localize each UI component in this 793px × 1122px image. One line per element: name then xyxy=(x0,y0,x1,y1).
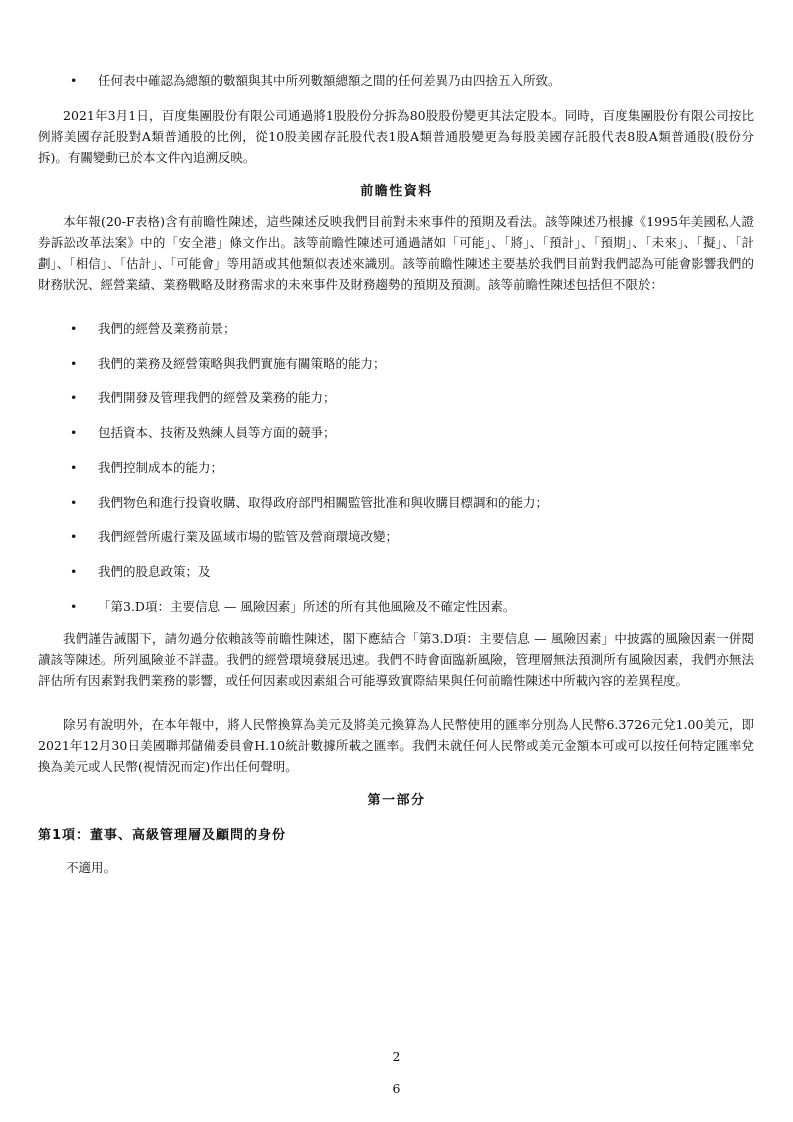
paragraph-forward-looking: 本年報(20-F表格)含有前瞻性陳述，這些陳述反映我們目前對未來事件的預期及看法。該等陳述乃根據《1995年美國私人證券訴訟改革法案》中的「安全港」條文作出。該等前瞻性陳述可通過諸如「可能」、「將」、「預計」、「預期」、「未來」、「擬」、「計劃」、「相信」、「估計」、「可能會」等用語或其他類似表述來識別。該等前瞻性陳述主要基於我們目前對我們認為可能會影響我們的財務狀況、經營業績、業務戰略及財務需求的未來事件及財務趨勢的預期及預測。該等前瞻性陳述包括但不限於： xyxy=(38,214,754,292)
not-applicable-text: 不適用。 xyxy=(66,860,117,875)
bullet-text: 我們的股息政策；及 xyxy=(98,564,211,579)
paragraph-caution: 我們謹告誡閣下，請勿過分依賴該等前瞻性陳述，閣下應結合「第3.D項：主要信息 — 風險因素」中披露的風險因素一併閱讀該等陳述。所列風險並不詳盡。我們的經營環境發展迅速。我們不時會面臨新風險，管理層無法預測所有風險因素，我們亦無法評估所有因素對我們業務的影響，或任何因素或因素組合可能導致實際結果與任何前瞻性陳述中所載內容的差異程度。 xyxy=(38,631,754,688)
bullet-text: 任何表中確認為總額的數額與其中所列數額總額之間的任何差異乃由四捨五入所致。 xyxy=(98,73,561,88)
bullet-icon: • xyxy=(70,390,78,405)
bullet-icon: • xyxy=(70,460,78,475)
bullet-text: 我們的經營及業務前景； xyxy=(98,321,236,336)
bullet-text: 我們經營所處行業及區域市場的監管及營商環境改變； xyxy=(98,529,399,544)
page-number-secondary: 6 xyxy=(392,1081,401,1096)
page-number: 2 xyxy=(392,1049,401,1064)
bullet-text: 「第3.D項：主要信息 — 風險因素」所述的所有其他風險及不確定性因素。 xyxy=(98,599,516,614)
part-heading: 第一部分 xyxy=(367,793,426,808)
bullet-icon: • xyxy=(70,73,78,88)
bullet-text: 我們控制成本的能力； xyxy=(98,460,224,475)
bullet-text: 我們開發及管理我們的經營及業務的能力； xyxy=(98,390,336,405)
bullet-icon: • xyxy=(70,599,78,614)
section-heading-forward-looking: 前瞻性資料 xyxy=(360,184,433,199)
bullet-icon: • xyxy=(70,495,78,510)
bullet-icon: • xyxy=(70,321,78,336)
bullet-icon: • xyxy=(70,356,78,371)
bullet-icon: • xyxy=(70,529,78,544)
item-heading: 第1項：董事、高級管理層及顧問的身份 xyxy=(38,828,287,843)
paragraph-share-split: 2021年3月1日，百度集團股份有限公司通過將1股股份分拆為80股股份變更其法定股本。同時，百度集團股份有限公司按比例將美國存託股對A類普通股的比例，從10股美國存託股代表1股A類普通股變更為每股美國存託股代表8股A類普通股(股份分拆)。有關變動已於本文件內追溯反映。 xyxy=(38,108,754,165)
bullet-text: 我們的業務及經營策略與我們實施有關策略的能力； xyxy=(98,356,386,371)
bullet-text: 我們物色和進行投資收購、取得政府部門相關監管批准和與收購目標調和的能力； xyxy=(98,495,549,510)
paragraph-exchange-rate: 除另有說明外，在本年報中，將人民幣換算為美元及將美元換算為人民幣使用的匯率分別為人民幣6.3726元兌1.00美元，即2021年12月30日美國聯邦儲備委員會H.10統計數據所載之匯率。我們未就任何人民幣或美元金額本可或可以按任何特定匯率兌換為美元或人民幣(視情況而定)作出任何聲明。 xyxy=(38,717,754,774)
bullet-text: 包括資本、技術及熟練人員等方面的競爭； xyxy=(98,425,336,440)
bullet-icon: • xyxy=(70,425,78,440)
bullet-icon: • xyxy=(70,564,78,579)
